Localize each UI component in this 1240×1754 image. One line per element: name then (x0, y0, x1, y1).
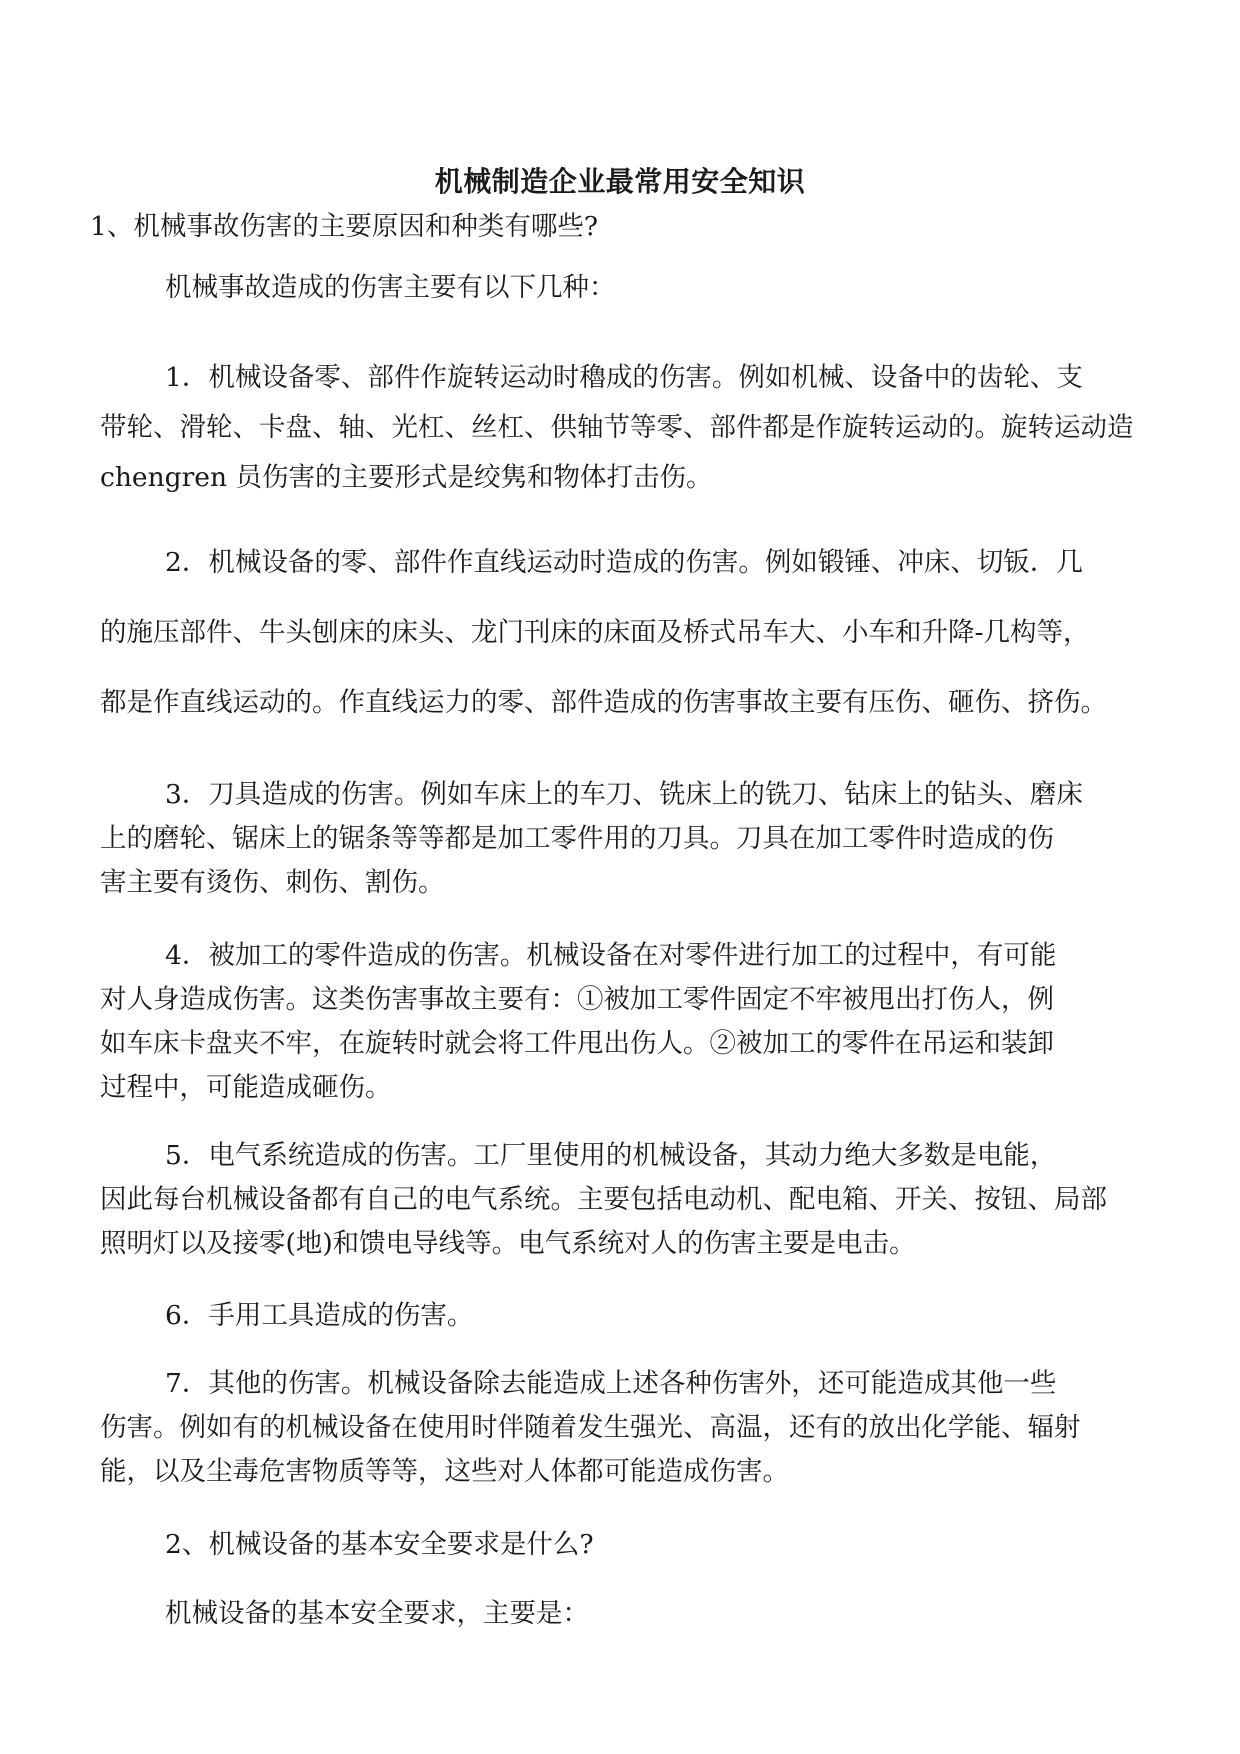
paragraph-line: 如车床卡盘夹不牢，在旋转时就会将工件甩出伤人。②被加工的零件在吊运和装卸 (100, 1028, 1054, 1059)
paragraph-line: 过程中，可能造成砸伤。 (100, 1072, 392, 1103)
paragraph-item-6 (100, 1294, 1150, 1338)
paragraph-item-3 (100, 773, 1150, 905)
paragraph-line: 伤害。例如有的机械设备在使用时伴随着发生强光、高温，还有的放出化学能、辐射 (100, 1412, 1081, 1443)
paragraph-line: 3．刀具造成的伤害。例如车床上的车刀、铣床上的铣刀、钻床上的钻头、磨床 (165, 779, 1083, 810)
question-1-heading: 1、机械事故伤害的主要原因和种类有哪些? (90, 211, 599, 242)
paragraph-line: 2．机械设备的零、部件作直线运动时造成的伤害。例如锻锤、冲床、切钣．几 (165, 547, 1083, 578)
paragraph-line: 4．被加工的零件造成的伤害。机械设备在对零件进行加工的过程中，有可能 (165, 940, 1057, 971)
paragraph-line: 6．手用工具造成的伤害。 (165, 1300, 474, 1331)
paragraph-item-7 (100, 1362, 1150, 1494)
paragraph-line: 1．机械设备零、部件作旋转运动时穭成的伤害。例如机械、设备中的齿轮、支 (165, 362, 1083, 393)
paragraph-line: chengren 员伤害的主要形式是绞隽和物体打击伤。 (100, 462, 713, 493)
intro-paragraph: 机械事故造成的伤害主要有以下几种： (165, 272, 616, 303)
paragraph-item-4 (100, 934, 1150, 1110)
paragraph-line: 害主要有烫伤、刺伤、割伤。 (100, 867, 445, 898)
paragraph-line: 因此每台机械设备都有自己的电气系统。主要包括电动机、配电箱、开关、按钮、局部 (100, 1184, 1107, 1215)
paragraph-line: 能，以及尘毒危害物质等等，这些对人体都可能造成伤害。 (100, 1456, 789, 1487)
paragraph-line: 都是作直线运动的。作直线运力的零、部件造成的伤害事故主要有压伤、砸伤、挤伤。 (100, 687, 1107, 718)
intro-paragraph-2: 机械设备的基本安全要求，主要是： (165, 1598, 589, 1629)
paragraph-item-2 (100, 528, 1150, 738)
paragraph-item-5 (100, 1134, 1150, 1266)
paragraph-line: 上的磨轮、锯床上的锯条等等都是加工零件用的刀具。刀具在加工零件时造成的伤 (100, 823, 1054, 854)
paragraph-line: 的施压部件、牛头刨床的床头、龙门刊床的床面及桥式吊车大、小车和升降-几构等， (100, 617, 1090, 648)
document-title: 机械制造企业最常用安全知识 (434, 165, 806, 198)
paragraph-line: 照明灯以及接零(地)和馈电导线等。电气系统对人的伤害主要是电击。 (100, 1228, 916, 1259)
paragraph-line: 对人身造成伤害。这类伤害事故主要有：①被加工零件固定不牢被甩出打伤人，例 (100, 984, 1054, 1015)
paragraph-line: 带轮、滑轮、卡盘、轴、光杠、丝杠、供轴节等零、部件都是作旋转运动的。旋转运动造 (100, 412, 1134, 443)
paragraph-line: 5．电气系统造成的伤害。工厂里使用的机械设备，其动力绝大多数是电能， (165, 1140, 1057, 1171)
question-2-heading: 2、机械设备的基本安全要求是什么? (165, 1529, 594, 1560)
paragraph-item-1 (100, 353, 1150, 503)
paragraph-line: 7．其他的伤害。机械设备除去能造成上述各种伤害外，还可能造成其他一些 (165, 1368, 1057, 1399)
